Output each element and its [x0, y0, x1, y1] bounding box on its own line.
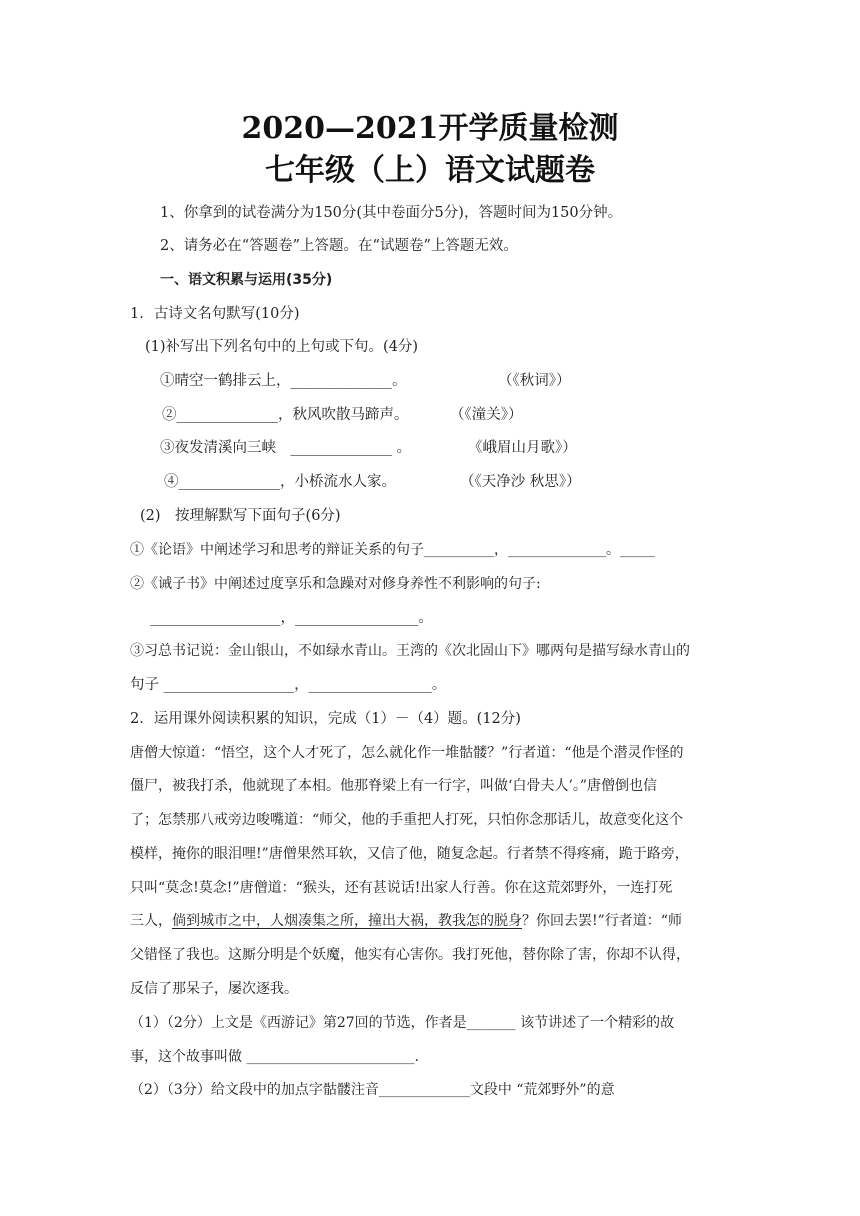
q1-sub2-item3-blanks: 句子 __________________，_________________。 — [130, 677, 447, 693]
passage-line: 僵尸，被我打杀，他就现了本相。他那脊梁上有一行字，叫做‘白骨夫人’。”唐僧倒也信 — [130, 778, 658, 794]
q1-sub2-item2-blanks: __________________，_________________。 — [150, 610, 433, 626]
note-1: 1、你拿到的试卷满分为150分(其中卷面分5分)，答题时间为150分钟。 — [160, 205, 623, 221]
underlined-sentence: 倘到城市之中，人烟凑集之所，撞出大祸，教我怎的脱身 — [172, 913, 522, 929]
q2-subquestion-1-cont: 事，这个故事叫做 ________________________. — [130, 1049, 419, 1065]
question-1-heading: 1．古诗文名句默写(10分) — [130, 306, 300, 322]
exam-title-line2: 七年级（上）语文试题卷 — [265, 153, 595, 188]
passage-line: 唐僧大惊道：“悟空，这个人才死了，怎么就化作一堆骷髅？”行者道：“他是个潜灵作怪的 — [130, 745, 684, 761]
section-heading: 一、语文积累与运用(35分) — [160, 272, 333, 288]
q1-item1: ①晴空一鹤排云上，______________。 — [160, 373, 407, 389]
q1-item3: ③夜发清溪向三峡 ______________ 。 — [160, 440, 412, 456]
passage-line: 只叫“莫念!莫念!”唐僧道：“猴头，还有甚说话!出家人行善。你在这荒郊野外，一连打死 — [130, 880, 673, 896]
q1-sub2-item3: ③习总书记说：金山银山，不如绿水青山。王湾的《次北固山下》哪两句是描写绿水青山的 — [130, 643, 690, 659]
q1-sub1-heading: (1)补写出下列名句中的上句或下句。(4分) — [145, 339, 419, 355]
passage-line: 模样，掩你的眼泪哩!”唐僧果然耳软，又信了他，随复念起。行者禁不得疼痛，跪于路旁， — [130, 846, 689, 862]
note-2: 2、请务必在“答题卷”上答题。在“试题卷”上答题无效。 — [160, 238, 518, 254]
passage-line: 了；怎禁那八戒旁边唆嘴道：“师父，他的手重把人打死，只怕你念那话儿，故意变化这个 — [130, 812, 684, 828]
q1-item4: ④______________，小桥流水人家。 — [164, 474, 396, 490]
passage-line: 反信了那呆子，屡次逐我。 — [130, 981, 298, 997]
q1-item3-source: 《峨眉山月歌》） — [468, 440, 577, 456]
exam-title-line1: 2020—2021开学质量检测 — [241, 111, 619, 146]
q1-item2-source: （《潼关》） — [450, 407, 523, 423]
q1-item2: ②______________，秋风吹散马蹄声。 — [162, 407, 409, 423]
q1-sub2-item2: ②《诫子书》中阐述过度享乐和急躁对对修身养性不利影响的句子: — [130, 576, 541, 592]
passage-text: ？你回去罢!”行者道：“师 — [522, 913, 682, 929]
passage-line: 父错怪了我也。这厮分明是个妖魔，他实有心害你。我打死他，替你除了害，你却不认得， — [130, 947, 690, 963]
question-2-heading: 2．运用课外阅读积累的知识，完成（1）－（4）题。(12分) — [130, 711, 521, 727]
passage-text: 三人， — [130, 913, 172, 929]
q1-item1-source: （《秋词》） — [498, 373, 571, 389]
q1-sub2-item1: ①《论语》中阐述学习和思考的辩证关系的句子__________，______________。_____ — [130, 542, 655, 558]
q2-subquestion-1: （1）（2分）上文是《西游记》第27回的节选，作者是_______ 该节讲述了一个精彩的故 — [130, 1015, 675, 1031]
q1-sub2-heading: (2) 按理解默写下面句子(6分) — [140, 508, 341, 524]
passage-line-underlined — [130, 911, 682, 931]
q2-subquestion-2: （2）（3分）给文段中的加点字骷髅注音_____________文段中 “荒郊野外”的意 — [130, 1082, 615, 1098]
q1-item4-source: （《天净沙 秋思》） — [460, 474, 581, 490]
